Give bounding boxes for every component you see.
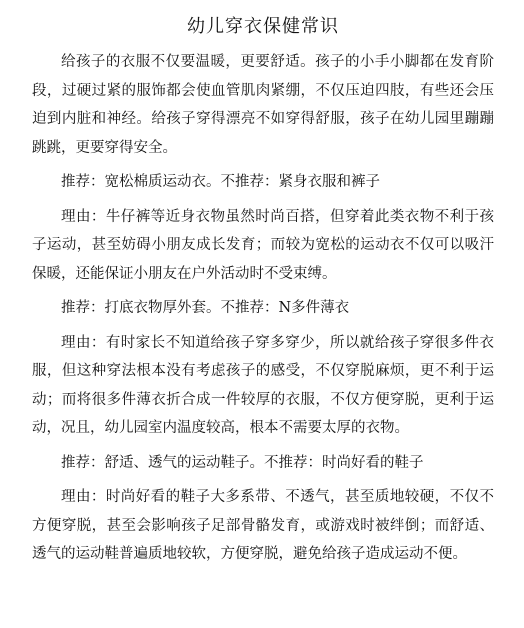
reason-clothing: 理由：牛仔裤等近身衣物虽然时尚百搭，但穿着此类衣物不利于孩子运动，甚至妨碍小朋友成长发育；而较为宽松的运动衣不仅可以吸汗保暖，还能保证小朋友在户外活动时不受束缚。 <box>32 208 494 282</box>
recommendation-layers: 推荐：打底衣物厚外套。不推荐：N多件薄衣 <box>61 300 350 316</box>
recommendation-shoes: 推荐：舒适、透气的运动鞋子。不推荐：时尚好看的鞋子 <box>61 454 424 471</box>
recommendation-clothing: 推荐：宽松棉质运动衣。不推荐：紧身衣服和裤子 <box>61 174 380 190</box>
reason-layers: 理由：有时家长不知道给孩子穿多穿少，所以就给孩子穿很多件衣服，但这种穿法根本没有考虑孩子的感受，不仅穿脱麻烦，更不利于运动；而将很多件薄衣折合成一件较厚的衣服，不仅方便穿脱，更利于运动，况且，幼儿园室内温度较高，根本不需要太厚的衣物。 <box>32 334 494 436</box>
document-title: 幼儿穿衣保健常识 <box>187 16 339 37</box>
intro-paragraph: 给孩子的衣服不仅要温暖，更要舒适。孩子的小手小脚都在发育阶段，过硬过紧的服饰都会使血管肌肉紧绷，不仅压迫四肢，有些还会压迫到内脏和神经。给孩子穿得漂亮不如穿得舒服，孩子在幼儿园里蹦蹦跳跳，更要穿得安全。 <box>32 54 494 156</box>
reason-shoes: 理由：时尚好看的鞋子大多系带、不透气，甚至质地较硬，不仅不方便穿脱，甚至会影响孩子足部骨骼发育，或游戏时被绊倒；而舒适、透气的运动鞋普遍质地较软，方便穿脱，避免给孩子造成运动不便。 <box>32 489 494 562</box>
